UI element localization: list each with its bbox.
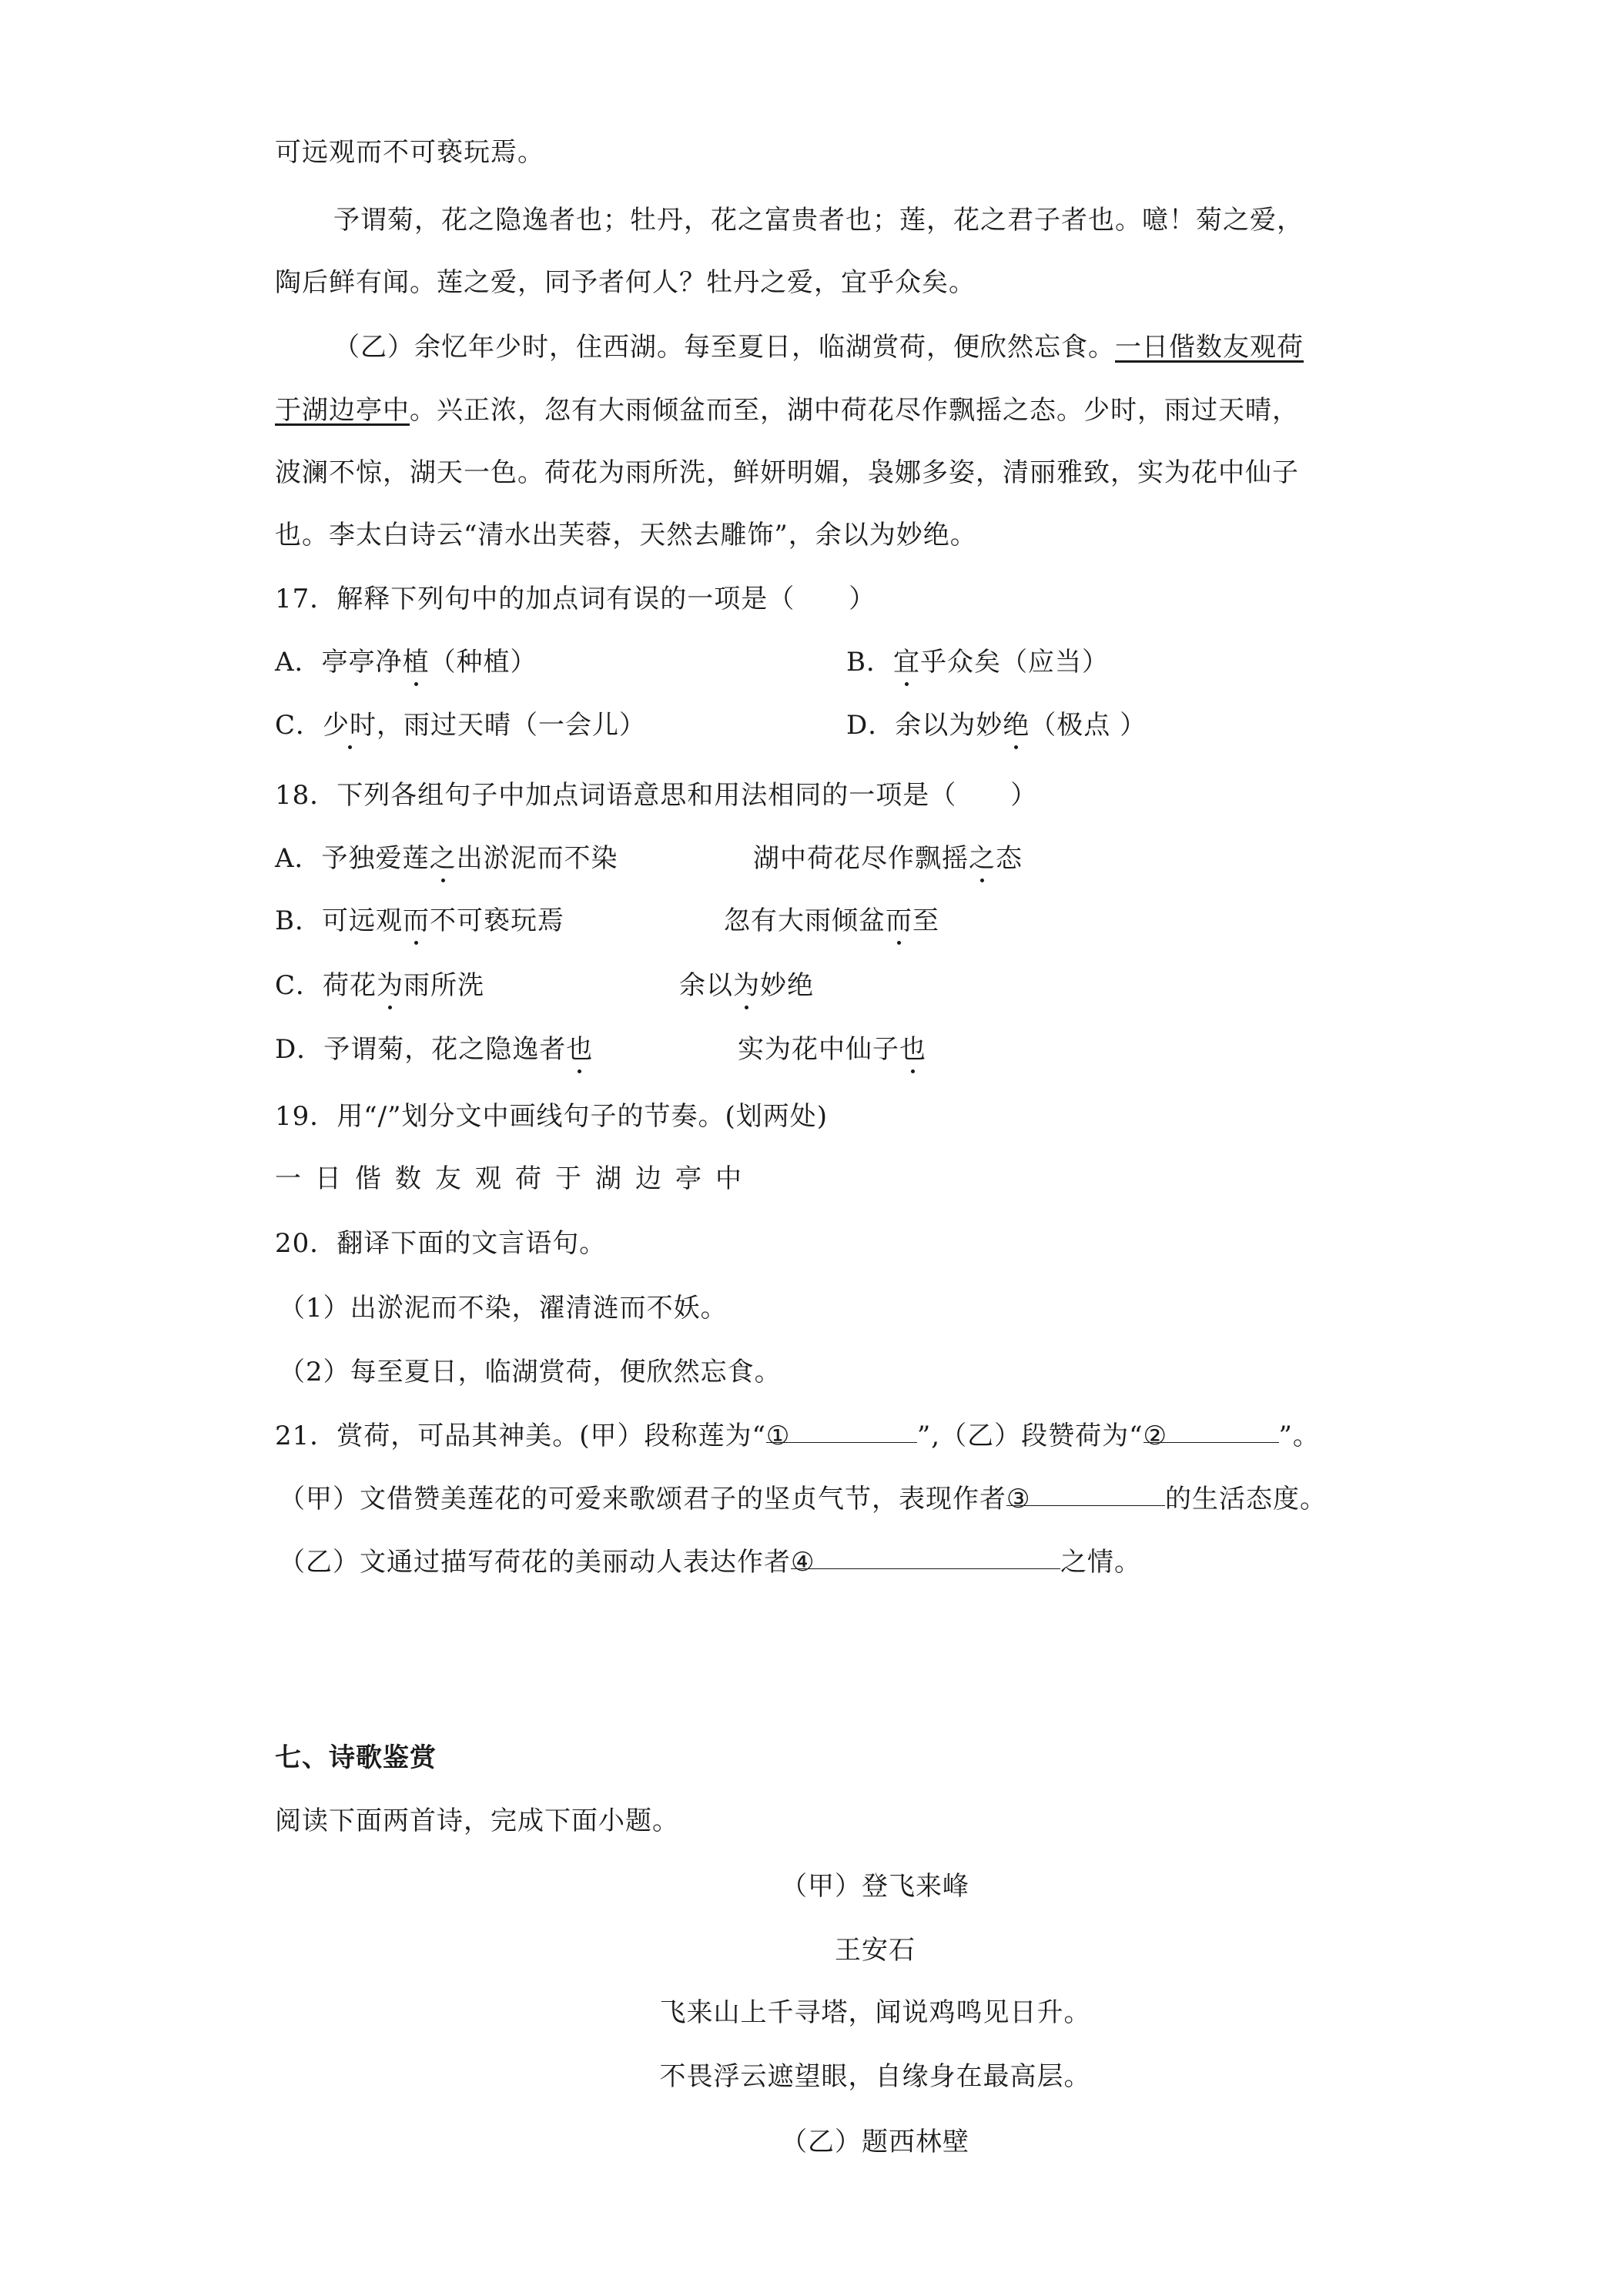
- q21-text: （甲）文借赞美莲花的可爱来歌颂君子的坚贞气节，表现作者: [279, 1484, 1006, 1514]
- q21-line-1: [275, 1419, 1320, 1453]
- passage-line-1: 可远观而不可亵玩焉。: [275, 137, 544, 168]
- q21-text: （乙）文通过描写荷花的美丽动人表达作者: [279, 1547, 791, 1578]
- q18-option-a-left: [275, 842, 618, 875]
- passage-line-6: 波澜不惊，湖天一色。荷花为雨所洗，鲜妍明媚，袅娜多姿，清丽雅致，实为花中仙子: [275, 457, 1299, 488]
- q18-option-a-right: [753, 842, 1023, 875]
- dotted-word: 也: [899, 1034, 926, 1065]
- q21-text: ”,（乙）段赞荷为“: [916, 1421, 1143, 1451]
- q18-option-c-left: [275, 969, 484, 1002]
- q18-stem: 18．下列各组句子中加点词语意思和用法相同的一项是（ ）: [275, 780, 1038, 811]
- option-text: 态: [996, 843, 1023, 874]
- blank-marker: ①: [765, 1421, 791, 1451]
- dotted-word: 为: [733, 970, 760, 1001]
- dotted-word: 之: [969, 843, 996, 874]
- q17-option-d: [846, 708, 1147, 742]
- option-text: D．余以为妙: [846, 710, 1003, 741]
- poem-1-title: （甲）登飞来峰: [781, 1871, 969, 1902]
- q21-line-2: [279, 1482, 1327, 1516]
- answer-blank-3[interactable]: [1006, 1482, 1165, 1514]
- q20-sentence-2: （2）每至夏日，临湖赏荷，便欣然忘食。: [279, 1357, 782, 1387]
- passage-text: （乙）余忆年少时，住西湖。每至夏日，临湖赏荷，便欣然忘食。: [333, 332, 1115, 363]
- q20-sentence-1: （1）出淤泥而不染，濯清涟而不妖。: [279, 1293, 728, 1324]
- underlined-sentence-part2: 于湖边亭中: [275, 395, 410, 426]
- dotted-word: 而: [403, 905, 430, 936]
- option-text: B．: [846, 647, 893, 678]
- q18-option-c-right: [679, 969, 814, 1002]
- q18-option-d-left: [275, 1033, 593, 1066]
- q20-stem: 20．翻译下面的文言语句。: [275, 1228, 607, 1259]
- q19-stem: 19．用“/”划分文中画线句子的节奏。(划两处): [275, 1101, 829, 1132]
- option-text: 雨所洗: [403, 970, 485, 1001]
- option-text: 至: [912, 905, 939, 936]
- option-text: （种植）: [429, 647, 537, 678]
- option-text: 忽有大雨倾盆: [724, 905, 886, 936]
- section-heading: 七、诗歌鉴赏: [275, 1742, 437, 1773]
- answer-blank-4[interactable]: [791, 1545, 1060, 1578]
- passage-line-5: [275, 393, 1299, 427]
- poem-2-title: （乙）题西林壁: [781, 2127, 969, 2157]
- answer-blank-2[interactable]: [1143, 1419, 1279, 1451]
- section-intro: 阅读下面两首诗，完成下面小题。: [275, 1806, 679, 1836]
- q21-text: ”。: [1278, 1421, 1320, 1451]
- q17-option-a: [275, 645, 537, 679]
- option-text: A．予独爱莲: [275, 843, 430, 874]
- option-text: 余以: [679, 970, 733, 1001]
- passage-text: 。兴正浓，忽有大雨倾盆而至，湖中荷花尽作飘摇之态。少时，雨过天晴，: [410, 395, 1299, 426]
- option-text: 实为花中仙子: [738, 1034, 899, 1065]
- blank-marker: ②: [1143, 1421, 1167, 1451]
- poem-1-author: 王安石: [835, 1935, 916, 1966]
- poem-1-line-2: 不畏浮云遮望眼，自缘身在最高层。: [659, 2061, 1091, 2092]
- dotted-word: 植: [402, 647, 430, 678]
- blank-marker: ④: [791, 1547, 815, 1578]
- option-text: 乎众矣（应当）: [920, 647, 1109, 678]
- dotted-word: 为: [377, 970, 404, 1001]
- blank-marker: ③: [1006, 1484, 1031, 1514]
- option-text: D．予谓菊，花之隐逸者: [275, 1034, 567, 1065]
- option-text: A．亭亭净: [275, 647, 403, 678]
- q18-option-b-right: [724, 904, 939, 938]
- q18-option-b-left: [275, 904, 564, 938]
- q21-text: 21．赏荷，可品其神美。(甲）段称莲为“: [275, 1421, 766, 1451]
- poem-1-line-1: 飞来山上千寻塔，闻说鸡鸣见日升。: [659, 1997, 1091, 2028]
- q17-stem: 17．解释下列句中的加点词有误的一项是（ ）: [275, 584, 876, 614]
- q18-option-d-right: [738, 1033, 926, 1066]
- option-text: ，雨过天晴（一会儿）: [377, 710, 647, 741]
- q19-sentence: 一日偕数友观荷于湖边亭中: [275, 1163, 755, 1194]
- option-text: B．可远观: [275, 905, 403, 936]
- dotted-word: 也: [566, 1034, 594, 1065]
- dotted-word: 之: [429, 843, 457, 874]
- answer-blank-1[interactable]: [765, 1419, 917, 1451]
- underlined-sentence-part1: 一日偕数友观荷: [1115, 332, 1304, 363]
- passage-line-3: 陶后鲜有闻。莲之爱，同予者何人？牡丹之爱，宜乎众矣。: [275, 267, 976, 298]
- option-text: C．: [275, 710, 323, 741]
- option-text: 湖中荷花尽作飘摇: [753, 843, 969, 874]
- option-text: （极点 ）: [1030, 710, 1147, 741]
- option-text: C．荷花: [275, 970, 377, 1001]
- option-text: 妙绝: [760, 970, 814, 1001]
- dotted-word: 而: [886, 905, 912, 936]
- passage-line-4: [333, 330, 1304, 364]
- passage-line-2: 予谓菊，花之隐逸者也；牡丹，花之富贵者也；莲，花之君子者也。噫！菊之爱，: [333, 205, 1304, 236]
- option-text: 不可亵玩焉: [430, 905, 564, 936]
- option-text: 出淤泥而不染: [456, 843, 618, 874]
- dotted-word: 少时: [323, 710, 377, 741]
- q21-text: 的生活态度。: [1165, 1484, 1327, 1514]
- dotted-word: 绝: [1003, 710, 1030, 741]
- passage-line-7: 也。李太白诗云“清水出芙蓉，天然去雕饰”，余以为妙绝。: [275, 520, 977, 551]
- dotted-word: 宜: [893, 647, 920, 678]
- q17-option-b: [846, 645, 1109, 679]
- q17-option-c: [275, 708, 646, 742]
- q21-line-3: [279, 1545, 1141, 1579]
- q21-text: 之情。: [1060, 1547, 1141, 1578]
